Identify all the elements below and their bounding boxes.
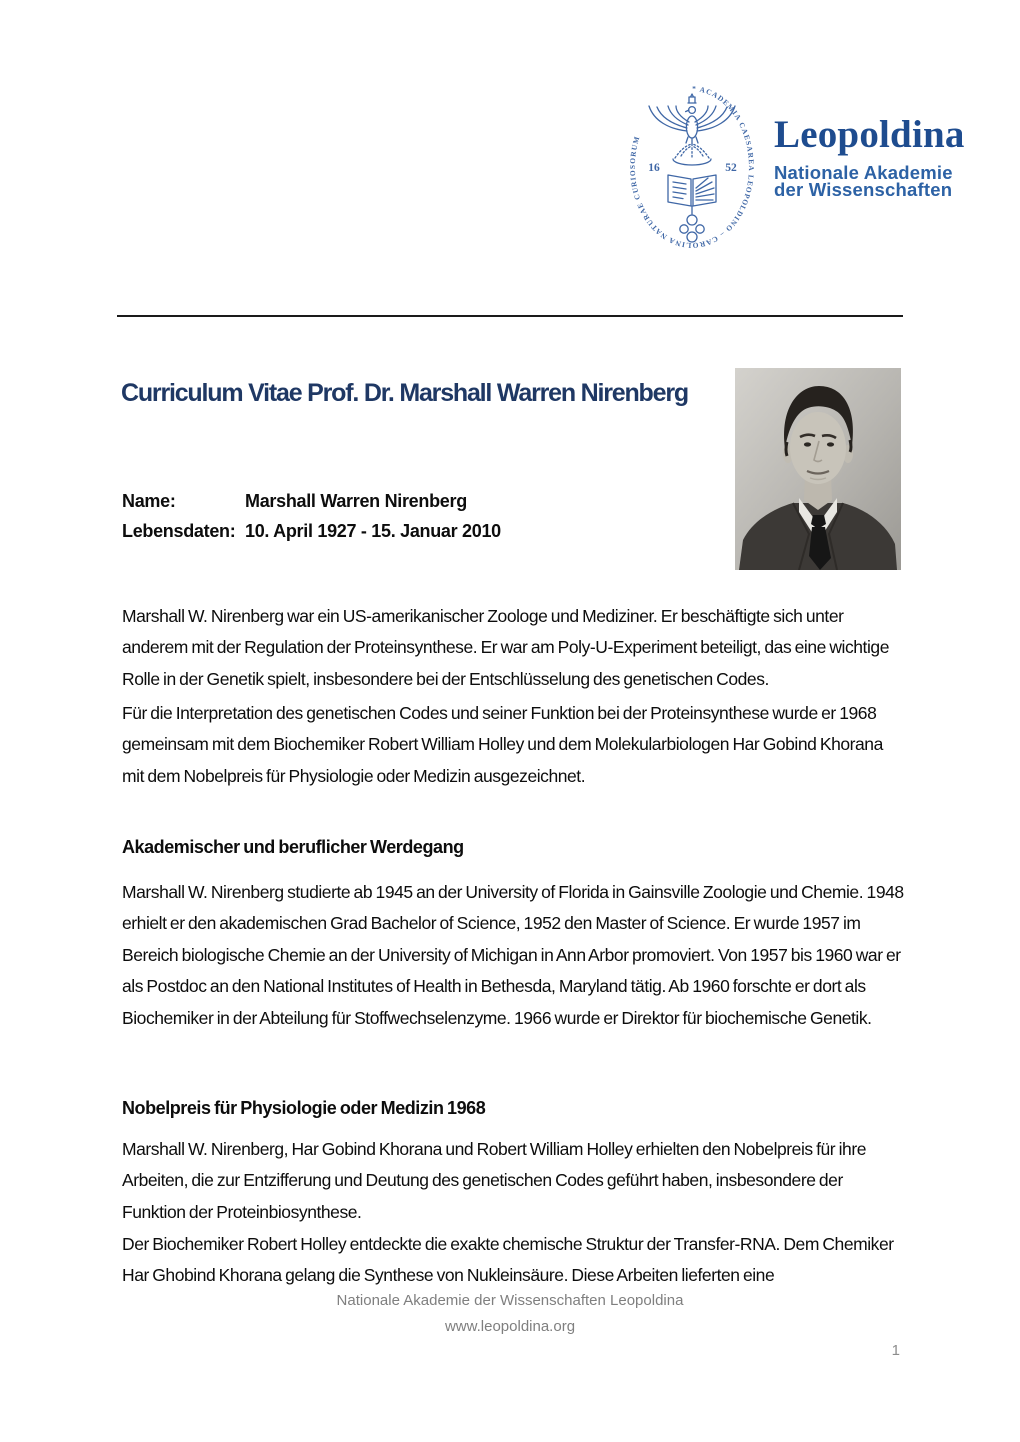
info-block (122, 486, 722, 546)
seal-crown-icon (673, 144, 711, 165)
section-heading-career: Akademischer und beruflicher Werdegang (122, 836, 464, 857)
nobel-paragraph-2: Der Biochemiker Robert Holley entdeckte die exakte chemische Struktur der Transfer-RNA. Dem Chemiker Har Ghobind Khorana gelang die Synthese von Nukleinsäure. Diese Arbeiten lieferten eine (122, 1233, 894, 1285)
nobel-paragraph-1: Marshall W. Nirenberg, Har Gobind Khorana und Robert William Holley erhielten den Nobelpreis für ihre Arbeiten, die zur Entzifferung und Deutung des genetischen Codes geführt haben, insbesondere der Funktion der Proteinbiosynthese. (122, 1138, 866, 1222)
footer-url-link[interactable]: www.leopoldina.org (444, 1318, 576, 1335)
name-label: Name: (122, 491, 176, 511)
dates-value: 10. April 1927 - 15. Januar 2010 (245, 521, 501, 541)
header-divider (117, 315, 903, 317)
career-paragraph: Marshall W. Nirenberg studierte ab 1945 an der University of Florida in Gainsville Zoologie und Chemie. 1948 erhielt er den akademischen Grad Bachelor of Science, 1952 den Master of Science. Er wurde 1957 im Bereich biologische Chemie an der University of Michigan in Ann Arbor promoviert. Von 1957 bis 1960 war er als Postdoc an den National Institutes of Health in Bethesda, Maryland tätig. Ab 1960 forschte er dort als Biochemiker in der Abteilung für Stoffwechselenzyme. 1966 wurde er Direktor für biochemische Genetik. (122, 881, 904, 1028)
section-heading-nobel: Nobelpreis für Physiologie oder Medizin 1968 (122, 1097, 486, 1118)
dates-label: Lebensdaten: (122, 521, 236, 541)
seal-ornament-icon (680, 206, 704, 242)
page-title: Curriculum Vitae Prof. Dr. Marshall Warren Nirenberg (121, 378, 688, 407)
portrait-photo (735, 368, 901, 570)
leopoldina-logo (623, 79, 983, 259)
logo-subtitle-line1: Nationale Akademie (774, 162, 953, 183)
logo-wordmark-block (774, 115, 984, 198)
seal-eagle-icon (649, 106, 735, 144)
info-row-name (122, 486, 722, 516)
page-footer (0, 1288, 1020, 1340)
info-row-dates (122, 516, 722, 546)
seal-lamp-icon (688, 94, 696, 103)
leopoldina-seal-icon (623, 79, 761, 255)
seal-inscription: * ACADEMIA CAESAREA LEOPOLDINO – CAROLINA NATURAE CURIOSORUM (627, 83, 756, 251)
logo-subtitle-line2: der Wissenschaften (774, 178, 953, 200)
logo-subtitle (774, 162, 984, 200)
seal-year-left: 16 (648, 162, 660, 174)
seal-year-right: 52 (725, 162, 737, 174)
intro-paragraph-2: Für die Interpretation des genetischen Codes und seiner Funktion bei der Proteinsynthese wurde er 1968 gemeinsam mit dem Biochemiker Robert William Holley und dem Molekularbiologen Har Gobind Khorana mit dem Nobelpreis für Physiologie oder Medizin ausgezeichnet. (122, 702, 883, 786)
footer-academy-line: Nationale Akademie der Wissenschaften Leopoldina (336, 1292, 684, 1309)
logo-wordmark: Leopoldina (774, 113, 965, 156)
seal-book-icon (668, 175, 716, 206)
page-number: 1 (891, 1342, 900, 1359)
name-value: Marshall Warren Nirenberg (245, 491, 467, 511)
intro-paragraph-1: Marshall W. Nirenberg war ein US-amerikanischer Zoologe und Mediziner. Er beschäftigte sich unter anderem mit der Regulation der Proteinsynthese. Er war am Poly-U-Experiment beteiligt, das eine wichtige Rolle in der Genetik spielt, insbesondere bei der Entschlüsselung des genetischen Codes. (122, 605, 889, 689)
